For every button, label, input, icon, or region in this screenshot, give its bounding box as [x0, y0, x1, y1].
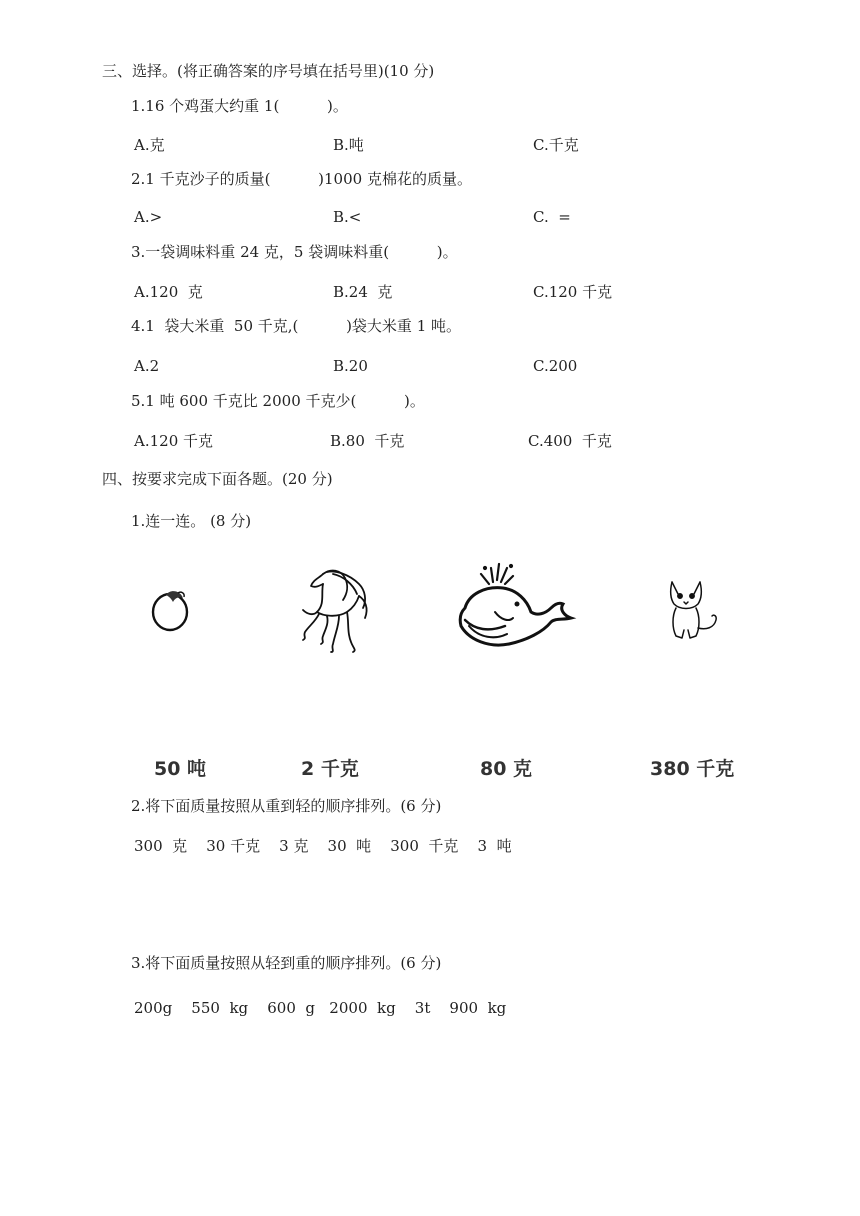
q1-option-c: C.千克 — [533, 136, 579, 154]
cat-icon — [664, 576, 720, 642]
q3-mass-list: 200g 550 kg 600 g 2000 kg 3t 900 kg — [134, 999, 507, 1017]
q4-option-a: A.2 — [134, 357, 160, 375]
question-5: 5.1 吨 600 千克比 2000 千克少( )。 — [131, 392, 425, 410]
q5-option-b: B.80 千克 — [330, 432, 405, 450]
whale-icon — [455, 560, 575, 660]
answer-2-kg: 2 千克 — [301, 758, 359, 780]
s4-question-1: 1.连一连。 (8 分) — [131, 512, 252, 530]
question-4: 4.1 袋大米重 50 千克,( )袋大米重 1 吨。 — [131, 317, 462, 335]
q2-option-a: A.> — [134, 208, 163, 226]
question-2: 2.1 千克沙子的质量( )1000 克棉花的质量。 — [131, 170, 472, 188]
question-1: 1.16 个鸡蛋大约重 1( )。 — [131, 97, 348, 115]
q5-option-a: A.120 千克 — [134, 432, 213, 450]
egg-icon — [150, 584, 194, 634]
q2-option-c: C. = — [533, 208, 571, 226]
horse-icon — [293, 566, 373, 654]
q3-option-a: A.120 克 — [134, 283, 203, 301]
q5-option-c: C.400 千克 — [528, 432, 612, 450]
q2-option-b: B.< — [333, 208, 362, 226]
answer-380-kg: 380 千克 — [650, 758, 735, 780]
q1-option-a: A.克 — [134, 136, 165, 154]
q2-mass-list: 300 克 30 千克 3 克 30 吨 300 千克 3 吨 — [134, 837, 512, 855]
s4-question-3: 3.将下面质量按照从轻到重的顺序排列。(6 分) — [131, 954, 442, 972]
answer-80-g: 80 克 — [480, 758, 533, 780]
section3-heading: 三、选择。(将正确答案的序号填在括号里)(10 分) — [102, 62, 435, 80]
q3-option-c: C.120 千克 — [533, 283, 613, 301]
question-3: 3.一袋调味料重 24 克，5 袋调味料重( )。 — [131, 243, 458, 261]
q1-option-b: B.吨 — [333, 136, 364, 154]
q3-option-b: B.24 克 — [333, 283, 393, 301]
section4-heading: 四、按要求完成下面各题。(20 分) — [102, 470, 333, 488]
q4-option-c: C.200 — [533, 357, 578, 375]
s4-question-2: 2.将下面质量按照从重到轻的顺序排列。(6 分) — [131, 797, 442, 815]
q4-option-b: B.20 — [333, 357, 368, 375]
answer-50-ton: 50 吨 — [154, 758, 207, 780]
